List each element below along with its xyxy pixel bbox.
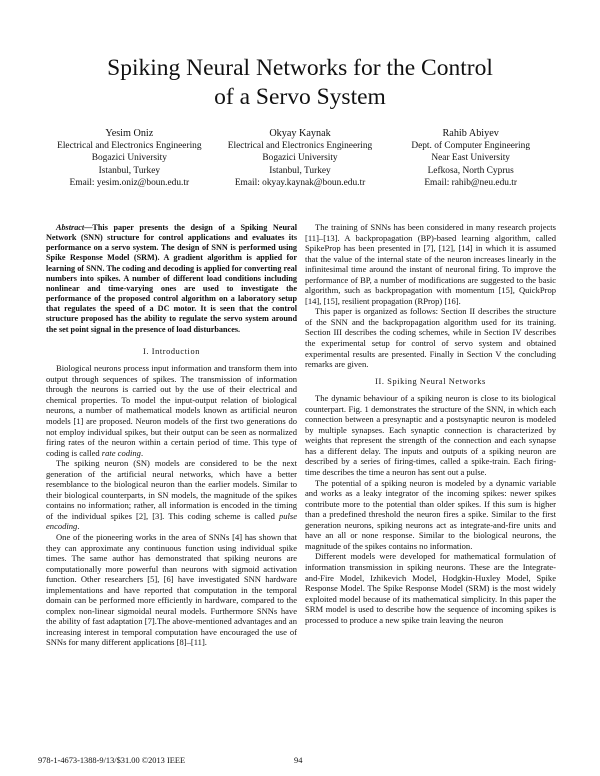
paragraph-text: . <box>140 447 144 458</box>
abstract <box>46 223 297 335</box>
author-city: Lefkosa, North Cyprus <box>427 165 514 176</box>
author-dept: Electrical and Electronics Engineering <box>57 141 202 152</box>
section-heading-spiking-neural-networks: II. Spiking Neural Networks <box>375 376 486 386</box>
author-email: Email: okyay.kaynak@boun.edu.tr <box>234 177 366 188</box>
paragraph: The potential of a spiking neuron is modeled by a dynamic variable and works as a leaky integrator of the incoming spikes: newer spikes contribute more to the potential than older spikes. If this sum is higher than a predefined threshold the neuron fires a spike. Similar to the first generation neurons, spiking neurons act as integrate-and-fire units and have an all or none response. Similar to the biological neurons, the magnitude of the spikes contains no information. <box>305 477 556 551</box>
title-line-2: of a Servo System <box>214 84 386 110</box>
right-column <box>305 222 556 625</box>
copyright-notice: 978-1-4673-1388-9/13/$31.00 ©2013 IEEE <box>38 756 186 765</box>
paragraph-text: The spiking neuron (SN) models are considered to be the next generation of the artificial neural networks, which have a better resemblance to the biological neuron than the earlier models. Similar to their biological counterparts, in SN models, the magnitude of the spikes contains no information; rather, all information is encoded in the timing of the individual spikes [2], [3]. This coding scheme is called <box>46 458 297 521</box>
paragraph: Different models were developed for mathematical formulation of information transmission in spiking neurons. These are the Integrate-and-Fire Model, Izhikevich Model, Hodgkin-Huxley Model, Spike Response Model. The Spike Response Model (SRM) is the most widely exploited model because of its mathematical simplicity. In this paper the SRM model is used to describe how the sequence of incoming spikes is processed to produce a new spike train leaving the neuron <box>305 551 556 625</box>
author-city: Istanbul, Turkey <box>98 165 161 176</box>
page-footer <box>38 756 338 765</box>
author-2 <box>215 127 386 189</box>
author-email: Email: yesim.oniz@boun.edu.tr <box>69 177 190 188</box>
author-city: Istanbul, Turkey <box>269 165 331 176</box>
author-university: Bogazici University <box>262 153 338 164</box>
author-block <box>44 127 556 189</box>
abstract-text: —This paper presents the design of a Spiking Neural Network (SNN) structure for control applications and evaluates its performance on a servo system. The design of SNN is performed using Spike Response Model (SRM). A gradient algorithm is applied for learning of SNN. The coding and decoding is applied for converting real numbers into spikes. A number of different load conditions including nonlinear and time-varying ones are used to investigate the performance of the proposed control algorithm on a laboratory setup that regulates the speed of a DC motor. It is seen that the control structure proposed has the ability to regulate the servo system around the set point signal in the presence of load disturbances. <box>46 223 297 334</box>
author-dept: Electrical and Electronics Engineering <box>227 141 373 152</box>
paragraph <box>46 458 297 532</box>
author-name: Yesim Oniz <box>105 128 154 139</box>
emphasis-text: rate coding <box>101 447 141 458</box>
paper-title <box>0 54 600 112</box>
author-email: Email: rahib@neu.edu.tr <box>424 177 518 188</box>
author-dept: Dept. of Computer Engineering <box>411 141 531 152</box>
author-1 <box>44 127 215 189</box>
paragraph: One of the pioneering works in the area of SNNs [4] has shown that they can approximate any continuous function using individual spike times. The same author has demonstrated that spiking neurons are computationally more powerful than neurons with sigmoid activation function. Other researchers [5], [6] have investigated SNN hardware implementations and have reported that computation in the temporal domain can be performed more efficiently in hardware, compared to the complex non-linear sigmoidal neural models. Furthermore SNNs have the ability of fast adaptation [7].The above-mentioned advantages and an increasing interest in temporal computation have encouraged the use of SNNs for many different applications [8]–[11]. <box>46 532 297 648</box>
abstract-label: Abstract <box>56 223 85 232</box>
paragraph <box>46 363 297 458</box>
author-name: Rahib Abiyev <box>442 128 499 139</box>
paragraph: The dynamic behaviour of a spiking neuron is close to its biological counterpart. Fig. 1 demonstrates the structure of the SNN, in which each connection between a presynaptic and a postsynaptic neuron is modeled by multiple synapses. Each synaptic connection is characterized by weights that represent the strength of the connection and each synapse has a different delay. The inputs and outputs of a spiking neuron are described by a series of firing-times, called a spike-train. Each firing-time describes the time a neuron has sent out a pulse. <box>305 393 556 478</box>
left-column <box>46 223 297 648</box>
page-number: 94 <box>294 756 303 765</box>
author-name: Okyay Kaynak <box>269 128 331 139</box>
title-line-1: Spiking Neural Networks for the Control <box>107 55 493 81</box>
paragraph-text: Biological neurons process input information and transform them into output through sequences of spikes. The transmission of information through the neurons is carried out by the use of their electrical and chemical properties. To model the input-output relation of biological neurons, a number of mathematical models known as artificial neuron models [1] are proposed. Neuron models of the first two generations do not employ individual spikes, but their output can be seen as normalized firing rates of the neuron within a certain period of time. This type of coding is called <box>46 363 297 458</box>
paragraph: This paper is organized as follows: Section II describes the structure of the SNN and the backpropagation algorithm used for its training. Section III describes the coding schemes, while in Section IV describes the experimental setup for control of servo system and obtained experimental results are presented. Finally in Section V the concluding remarks are given. <box>305 306 556 370</box>
section-heading-introduction: I. Introduction <box>143 346 200 356</box>
emphasis-text: pulse encoding <box>46 510 297 532</box>
author-university: Bogazici University <box>91 153 167 164</box>
paragraph: The training of SNNs has been considered in many research projects [11]–[13]. A backpropagation (BP)-based learning algorithm, called SpikeProp has been presented in [7], [12], [14] in which it is assumed that the value of the internal state of the neuron increases linearly in the infinitesimal time around the instant of neuronal firing. To improve the performance of BP, a number of modifications are suggested to the basic algorithm, such as backpropagation with momentum [15], QuickProp [14], [15], resilient propagation (RProp) [16]. <box>305 222 556 306</box>
author-3 <box>385 127 556 189</box>
author-university: Near East University <box>431 153 510 164</box>
paragraph-text: . <box>77 521 80 532</box>
